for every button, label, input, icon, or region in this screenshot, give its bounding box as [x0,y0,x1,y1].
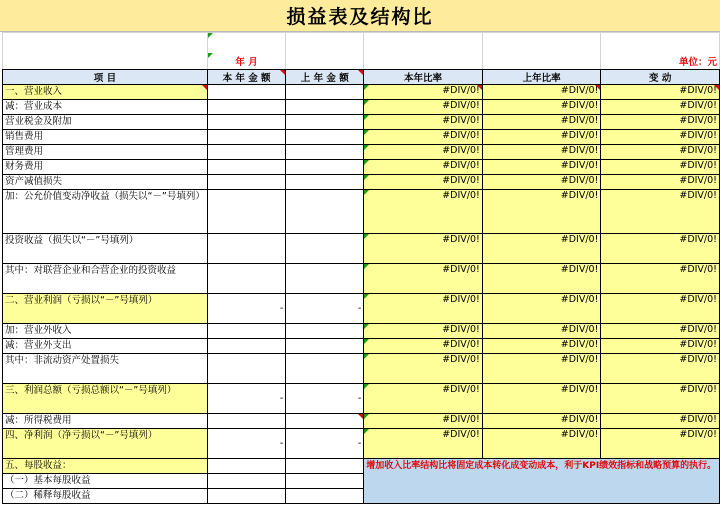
sheet-title-bar [0,0,720,32]
amount-cell[interactable] [286,100,364,115]
ratio-cell[interactable]: #DIV/0! [601,160,720,175]
ratio-cell[interactable]: #DIV/0! [482,294,601,324]
row-label[interactable]: 加：营业外收入 [3,324,208,339]
ratio-cell[interactable]: #DIV/0! [482,414,601,429]
amount-cell[interactable]: - [286,429,364,459]
income-statement-table [2,32,720,504]
cell[interactable] [364,53,483,70]
cell[interactable] [207,33,285,53]
ratio-cell[interactable]: #DIV/0! [482,324,601,339]
row-label[interactable]: （二）稀释每股收益 [3,489,208,504]
row-label[interactable]: 财务费用 [3,160,208,175]
ratio-cell[interactable]: #DIV/0! [482,384,601,414]
amount-cell[interactable] [207,175,285,190]
blank-row [3,33,720,53]
ratio-cell[interactable]: #DIV/0! [364,339,483,354]
ratio-cell[interactable]: #DIV/0! [601,145,720,160]
cell[interactable] [286,33,364,53]
ratio-cell[interactable]: #DIV/0! [364,234,483,264]
amount-cell[interactable] [286,234,364,264]
table-body [3,85,720,504]
ratio-cell[interactable]: #DIV/0! [364,384,483,414]
row-label[interactable]: 投资收益（损失以“－”号填列） [3,234,208,264]
ratio-cell[interactable]: #DIV/0! [364,324,483,339]
ratio-cell[interactable]: #DIV/0! [364,115,483,130]
table-row [3,414,720,429]
row-label[interactable]: 一、营业收入 [3,85,208,100]
amount-cell[interactable] [286,459,364,474]
header-last-year-ratio[interactable]: 上年比率 [482,70,601,85]
header-change[interactable]: 变 动 [601,70,720,85]
amount-cell[interactable] [207,115,285,130]
amount-cell[interactable] [207,354,285,384]
row-label[interactable]: 减：所得税费用 [3,414,208,429]
header-this-year-amount[interactable]: 本 年 金 额 [207,70,285,85]
ratio-cell[interactable]: #DIV/0! [482,130,601,145]
row-label[interactable]: 减：营业外支出 [3,339,208,354]
row-label[interactable]: 加：公允价值变动净收益（损失以“－”号填列） [3,190,208,234]
table-row [3,85,720,100]
table-row [3,190,720,234]
cell[interactable] [601,33,720,53]
amount-cell[interactable] [207,100,285,115]
ratio-cell[interactable]: #DIV/0! [364,294,483,324]
row-label[interactable]: 三、利润总额（亏损总额以“－”号填列） [3,384,208,414]
amount-cell[interactable] [286,264,364,294]
table-row [3,429,720,459]
amount-cell[interactable] [207,489,285,504]
amount-cell[interactable] [207,459,285,474]
ratio-cell[interactable]: #DIV/0! [482,190,601,234]
ratio-cell[interactable]: #DIV/0! [601,324,720,339]
ratio-cell[interactable]: #DIV/0! [364,429,483,459]
ratio-cell[interactable]: #DIV/0! [364,354,483,384]
amount-cell[interactable] [207,190,285,234]
ratio-cell[interactable]: #DIV/0! [601,85,720,100]
row-label[interactable]: 其中：对联营企业和合营企业的投资收益 [3,264,208,294]
row-label[interactable]: 管理费用 [3,145,208,160]
ratio-cell[interactable]: #DIV/0! [482,85,601,100]
amount-cell[interactable] [207,130,285,145]
ratio-cell[interactable]: #DIV/0! [601,190,720,234]
header-this-year-ratio[interactable]: 本年比率 [364,70,483,85]
row-label[interactable]: 资产减值损失 [3,175,208,190]
amount-cell[interactable] [286,175,364,190]
amount-cell[interactable] [207,264,285,294]
ratio-cell[interactable]: #DIV/0! [364,414,483,429]
table-row [3,234,720,264]
table-row [3,264,720,294]
table-row [3,145,720,160]
ratio-cell[interactable]: #DIV/0! [601,115,720,130]
row-label[interactable]: 其中：非流动资产处置损失 [3,354,208,384]
row-label[interactable]: 销售费用 [3,130,208,145]
amount-cell[interactable] [286,160,364,175]
ratio-cell[interactable]: #DIV/0! [364,160,483,175]
unit-cell[interactable]: 单位：元 [601,53,720,70]
cell[interactable] [364,33,483,53]
ratio-cell[interactable]: #DIV/0! [364,264,483,294]
amount-cell[interactable] [207,474,285,489]
row-label[interactable]: （一）基本每股收益 [3,474,208,489]
amount-cell[interactable] [207,414,285,429]
ratio-cell[interactable]: #DIV/0! [601,384,720,414]
header-row [3,70,720,85]
amount-cell[interactable] [286,354,364,384]
amount-cell[interactable]: - [207,384,285,414]
ratio-cell[interactable]: #DIV/0! [601,339,720,354]
amount-cell[interactable] [286,190,364,234]
table-row [3,175,720,190]
ratio-cell[interactable]: #DIV/0! [364,85,483,100]
amount-cell[interactable] [286,115,364,130]
ratio-cell[interactable]: #DIV/0! [482,115,601,130]
table-row [3,324,720,339]
meta-row [3,53,720,70]
amount-cell[interactable] [286,489,364,504]
amount-cell[interactable] [207,85,285,100]
table-row [3,294,720,324]
ratio-cell[interactable]: #DIV/0! [601,264,720,294]
cell[interactable] [482,53,601,70]
table-row [3,339,720,354]
amount-cell[interactable]: - [286,294,364,324]
amount-cell[interactable] [286,130,364,145]
amount-cell[interactable] [286,85,364,100]
table-row [3,459,720,474]
sheet-title: 损益表及结构比 [286,6,434,28]
amount-cell[interactable]: - [207,294,285,324]
ratio-cell[interactable]: #DIV/0! [482,234,601,264]
ratio-cell[interactable]: #DIV/0! [482,145,601,160]
ratio-cell[interactable]: #DIV/0! [364,145,483,160]
ratio-cell[interactable]: #DIV/0! [364,175,483,190]
amount-cell[interactable] [207,234,285,264]
ratio-cell[interactable]: #DIV/0! [482,100,601,115]
ratio-cell[interactable]: #DIV/0! [601,354,720,384]
note-cell[interactable]: 增加收入比率结构比将固定成本转化成变动成本，利于KPI绩效指标和战略预算的执行。 [364,459,720,504]
amount-cell[interactable] [207,324,285,339]
table-row [3,115,720,130]
ratio-cell[interactable]: #DIV/0! [601,294,720,324]
ratio-cell[interactable]: #DIV/0! [601,429,720,459]
table-row [3,160,720,175]
amount-cell[interactable]: - [286,384,364,414]
amount-cell[interactable] [286,414,364,429]
ratio-cell[interactable]: #DIV/0! [482,264,601,294]
table-row [3,100,720,115]
cell[interactable] [3,33,208,53]
amount-cell[interactable]: - [207,429,285,459]
amount-cell[interactable] [286,324,364,339]
ratio-cell[interactable]: #DIV/0! [482,429,601,459]
row-label[interactable]: 四、净利润（净亏损以“－”号填列） [3,429,208,459]
ratio-cell[interactable]: #DIV/0! [482,175,601,190]
row-label[interactable]: 营业税金及附加 [3,115,208,130]
amount-cell[interactable] [207,160,285,175]
row-label[interactable]: 减：营业成本 [3,100,208,115]
year-month-cell[interactable]: 年 月 [207,53,285,70]
header-item[interactable]: 项 目 [3,70,208,85]
row-label[interactable]: 五、每股收益： [3,459,208,474]
ratio-cell[interactable]: #DIV/0! [601,234,720,264]
ratio-cell[interactable]: #DIV/0! [601,175,720,190]
amount-cell[interactable] [286,474,364,489]
table-row [3,384,720,414]
amount-cell[interactable] [207,145,285,160]
amount-cell[interactable] [286,339,364,354]
header-last-year-amount[interactable]: 上 年 金 额 [286,70,364,85]
table-row [3,130,720,145]
cell[interactable] [482,33,601,53]
table-row [3,354,720,384]
row-label[interactable]: 二、营业利润（亏损以“－”号填列） [3,294,208,324]
ratio-cell[interactable]: #DIV/0! [482,160,601,175]
ratio-cell[interactable]: #DIV/0! [601,100,720,115]
ratio-cell[interactable]: #DIV/0! [482,354,601,384]
cell[interactable] [286,53,364,70]
ratio-cell[interactable]: #DIV/0! [482,339,601,354]
amount-cell[interactable] [286,145,364,160]
ratio-cell[interactable]: #DIV/0! [364,190,483,234]
amount-cell[interactable] [207,339,285,354]
cell[interactable] [3,53,208,70]
ratio-cell[interactable]: #DIV/0! [364,100,483,115]
ratio-cell[interactable]: #DIV/0! [601,414,720,429]
ratio-cell[interactable]: #DIV/0! [601,130,720,145]
ratio-cell[interactable]: #DIV/0! [364,130,483,145]
